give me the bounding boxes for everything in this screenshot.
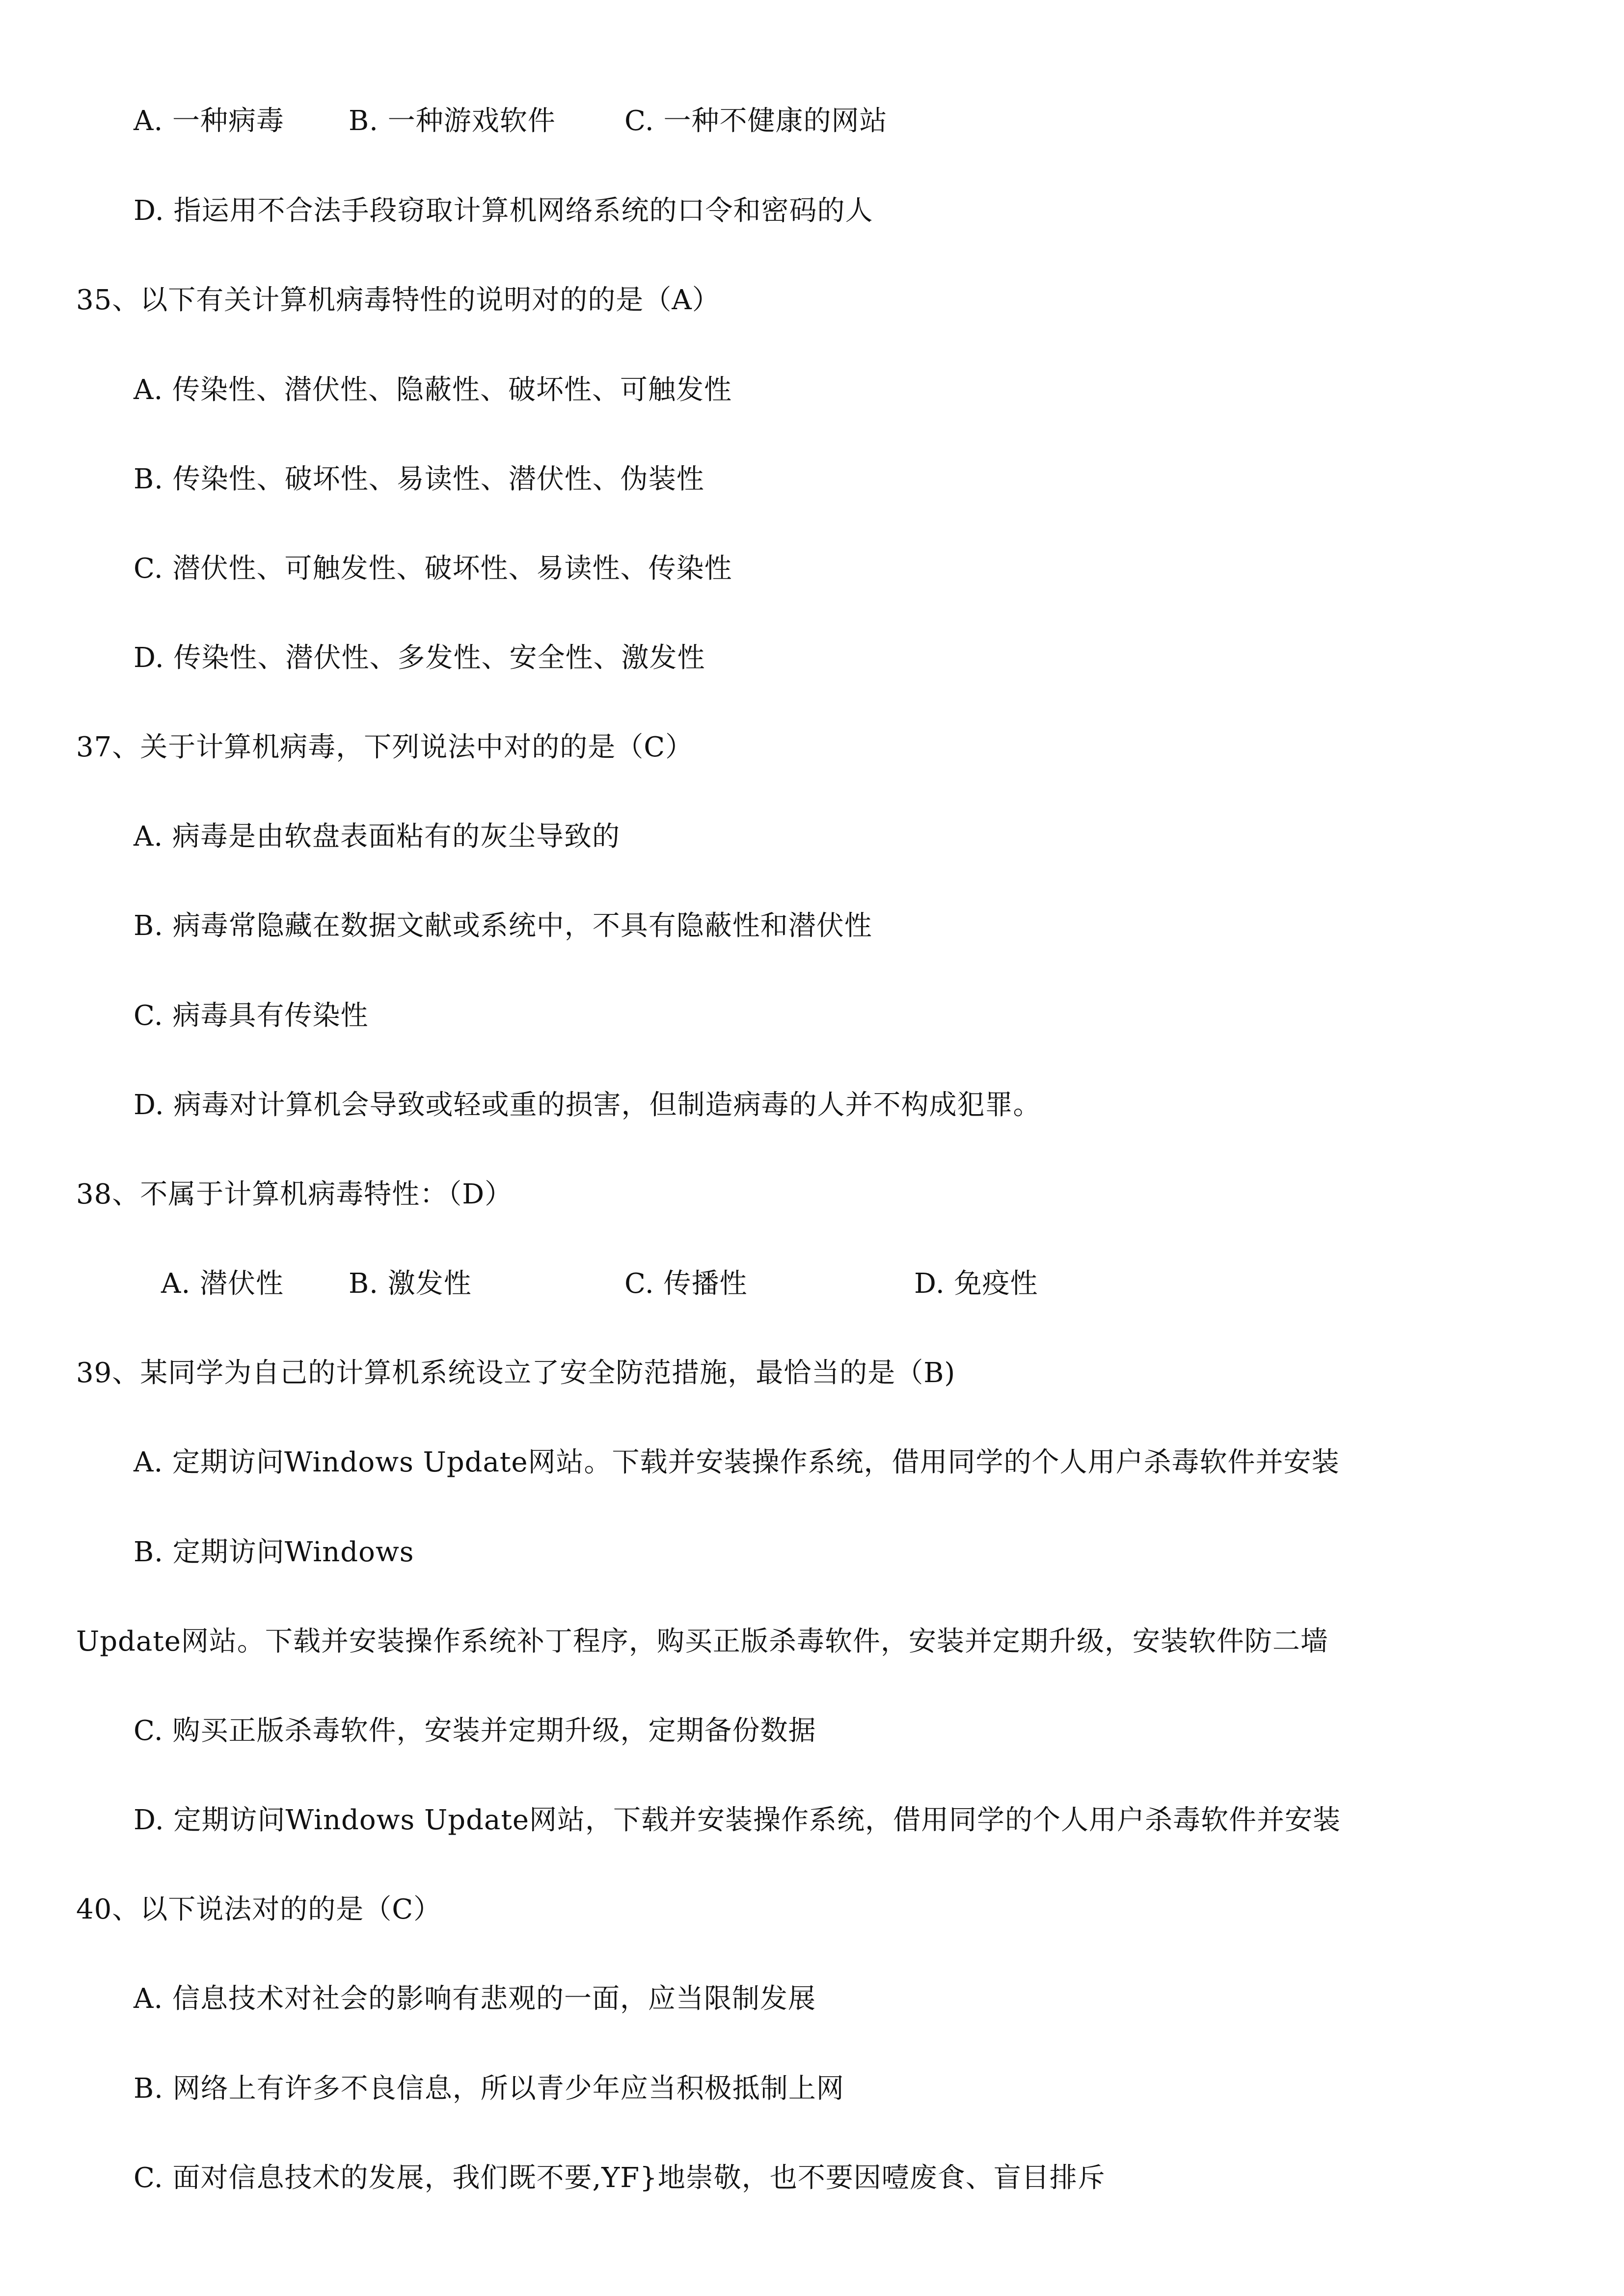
q37-option-a: A. 病毒是由软盘表面粘有的灰尘导致的: [134, 821, 621, 853]
q39-option-b-start: B. 定期访问Windows: [134, 1536, 414, 1568]
q40-option-b: B. 网络上有许多不良信息，所以青少年应当积极抵制上网: [134, 2073, 844, 2105]
q39-option-c: C. 购买正版杀毒软件，安装并定期升级，定期备份数据: [134, 1715, 816, 1747]
question-39: 39、某同学为自己的计算机系统设立了安全防范措施，最恰当的是（B): [76, 1357, 956, 1389]
q40-option-c: C. 面对信息技术的发展，我们既不要,YF}地崇敬，也不要因噎废食、盲目排斥: [134, 2162, 1106, 2194]
q35-option-c: C. 潜伏性、可触发性、破坏性、易读性、传染性: [134, 553, 732, 585]
q37-option-d: D. 病毒对计算机会导致或轻或重的损害，但制造病毒的人并不构成犯罪。: [134, 1089, 1041, 1121]
q38-option-c: C. 传播性: [624, 1268, 748, 1300]
q35-option-a: A. 传染性、潜伏性、隐蔽性、破坏性、可触发性: [134, 374, 732, 406]
q39-option-b-continued: Update网站。下载并安装操作系统补丁程序，购买正版杀毒软件，安装并定期升级，安装软件防二墙: [76, 1626, 1328, 1657]
option-d: D. 指运用不合法手段窃取计算机网络系统的口令和密码的人: [134, 195, 873, 227]
question-40: 40、以下说法对的的是（C）: [76, 1894, 442, 1925]
q35-option-d: D. 传染性、潜伏性、多发性、安全性、激发性: [134, 642, 705, 674]
q40-option-a: A. 信息技术对社会的影响有悲观的一面，应当限制发展: [134, 1983, 816, 2015]
q39-option-a: A. 定期访问Windows Update网站。下载并安装操作系统，借用同学的个人用户杀毒软件并安装: [134, 1446, 1340, 1478]
option-c: C. 一种不健康的网站: [624, 105, 888, 137]
option-a: A. 一种病毒: [134, 105, 285, 137]
q39-option-d: D. 定期访问Windows Update网站，下载并安装操作系统，借用同学的个人用户杀毒软件并安装: [134, 1804, 1341, 1836]
question-37: 37、关于计算机病毒，下列说法中对的的是（C）: [76, 731, 694, 763]
option-b: B. 一种游戏软件: [349, 105, 556, 137]
q38-option-a: A. 潜伏性: [161, 1268, 284, 1300]
question-38: 38、不属于计算机病毒特性：（D）: [76, 1178, 513, 1210]
q38-option-b: B. 激发性: [349, 1268, 472, 1300]
q37-option-b: B. 病毒常隐藏在数据文献或系统中，不具有隐蔽性和潜伏性: [134, 910, 872, 942]
q38-option-d: D. 免疫性: [914, 1268, 1038, 1300]
question-35: 35、以下有关计算机病毒特性的说明对的的是（A）: [76, 284, 720, 316]
q37-option-c: C. 病毒具有传染性: [134, 1000, 369, 1032]
q35-option-b: B. 传染性、破坏性、易读性、潜伏性、伪装性: [134, 463, 704, 495]
